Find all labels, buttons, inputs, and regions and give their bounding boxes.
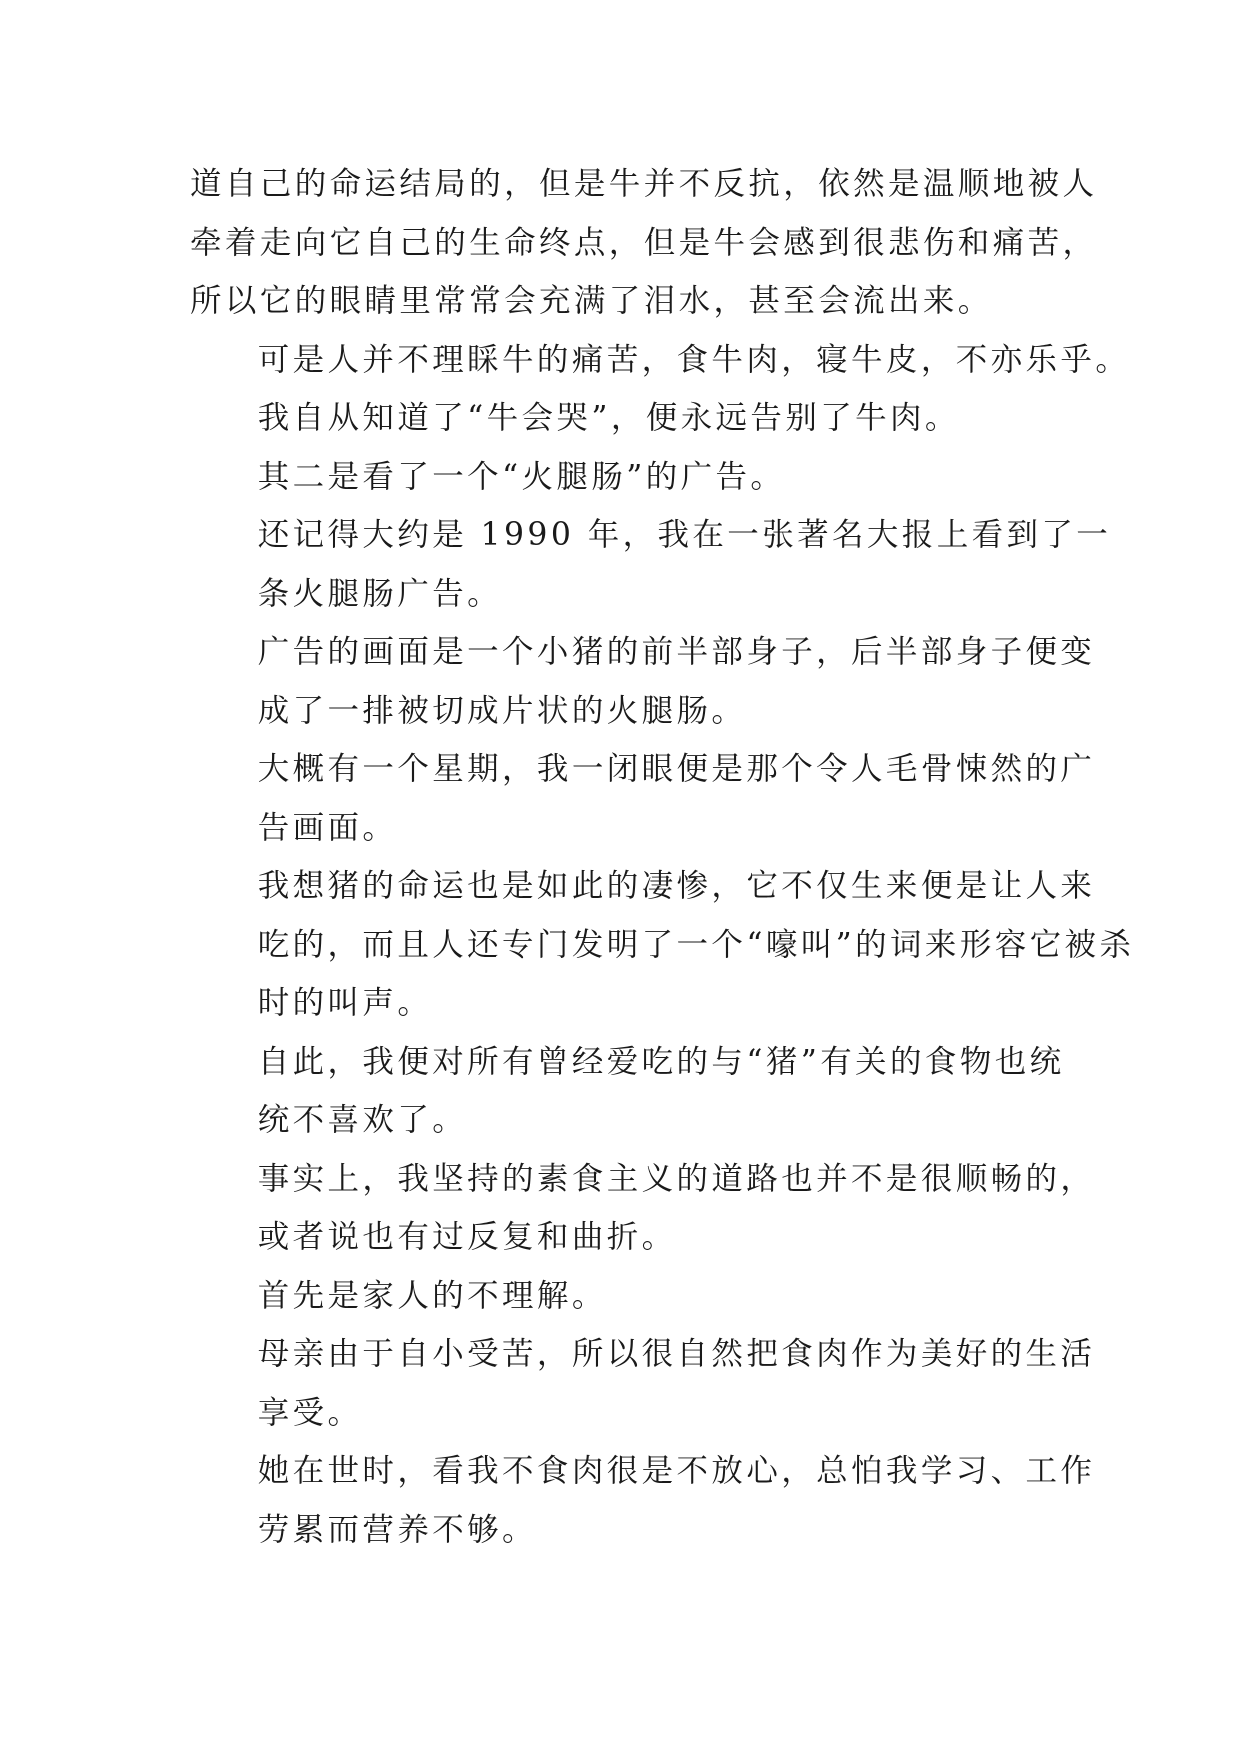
text-line: 还记得大约是 1990 年，我在一张著名大报上看到了一 [257, 517, 1112, 553]
paragraph [190, 389, 1070, 448]
text-line: 道自己的命运结局的，但是牛并不反抗，依然是温顺地被人 [190, 166, 1098, 202]
text-line: 首先是家人的不理解。 [257, 1277, 607, 1314]
text-line: 广告的画面是一个小猪的前半部身子，后半部身子便变 [257, 634, 1096, 670]
paragraph [190, 1267, 1070, 1326]
text-line: 我自从知道了“牛会哭”，便永远告别了牛肉。 [257, 400, 960, 436]
text-line: 成了一排被切成片状的火腿肠。 [257, 692, 747, 729]
paragraph [190, 155, 1098, 331]
text-line: 享受。 [257, 1394, 363, 1431]
text-line: 其二是看了一个“火腿肠”的广告。 [257, 458, 786, 495]
paragraph [190, 1442, 1096, 1559]
paragraph [190, 740, 1096, 857]
text-line: 所以它的眼睛里常常会充满了泪水，甚至会流出来。 [190, 283, 993, 319]
text-line: 自此，我便对所有曾经爱吃的与“猪”有关的食物也统 [257, 1043, 1065, 1080]
text-line: 时的叫声。 [257, 985, 433, 1021]
text-line: 大概有一个星期，我一闭眼便是那个令人毛骨悚然的广 [257, 751, 1096, 787]
text-line: 条火腿肠广告。 [257, 575, 503, 612]
text-line: 母亲由于自小受苦，所以很自然把食肉作为美好的生活 [257, 1336, 1096, 1372]
text-line: 牵着走向它自己的生命终点，但是牛会感到很悲伤和痛苦， [190, 224, 1098, 261]
body-text [190, 155, 1135, 1559]
text-line: 统不喜欢了。 [257, 1102, 468, 1138]
text-line: 吃的，而且人还专门发明了一个“嚎叫”的词来形容它被杀 [257, 926, 1135, 963]
text-line: 事实上，我坚持的素食主义的道路也并不是很顺畅的， [257, 1160, 1096, 1197]
text-line: 她在世时，看我不食肉很是不放心，总怕我学习、工作 [257, 1453, 1096, 1489]
paragraph [190, 448, 1070, 507]
paragraph [190, 1033, 1070, 1150]
text-line: 告画面。 [257, 809, 398, 846]
text-line: 劳累而营养不够。 [257, 1511, 537, 1548]
text-line: 我想猪的命运也是如此的凄惨，它不仅生来便是让人来 [257, 868, 1096, 904]
paragraph [190, 857, 1135, 1033]
paragraph [190, 623, 1096, 740]
paragraph [190, 1325, 1096, 1442]
text-line: 或者说也有过反复和曲折。 [257, 1219, 677, 1255]
paragraph [190, 506, 1112, 623]
paragraph [190, 331, 1131, 390]
paragraph [190, 1150, 1096, 1267]
text-line: 可是人并不理睬牛的痛苦，食牛肉，寝牛皮，不亦乐乎。 [257, 341, 1131, 378]
